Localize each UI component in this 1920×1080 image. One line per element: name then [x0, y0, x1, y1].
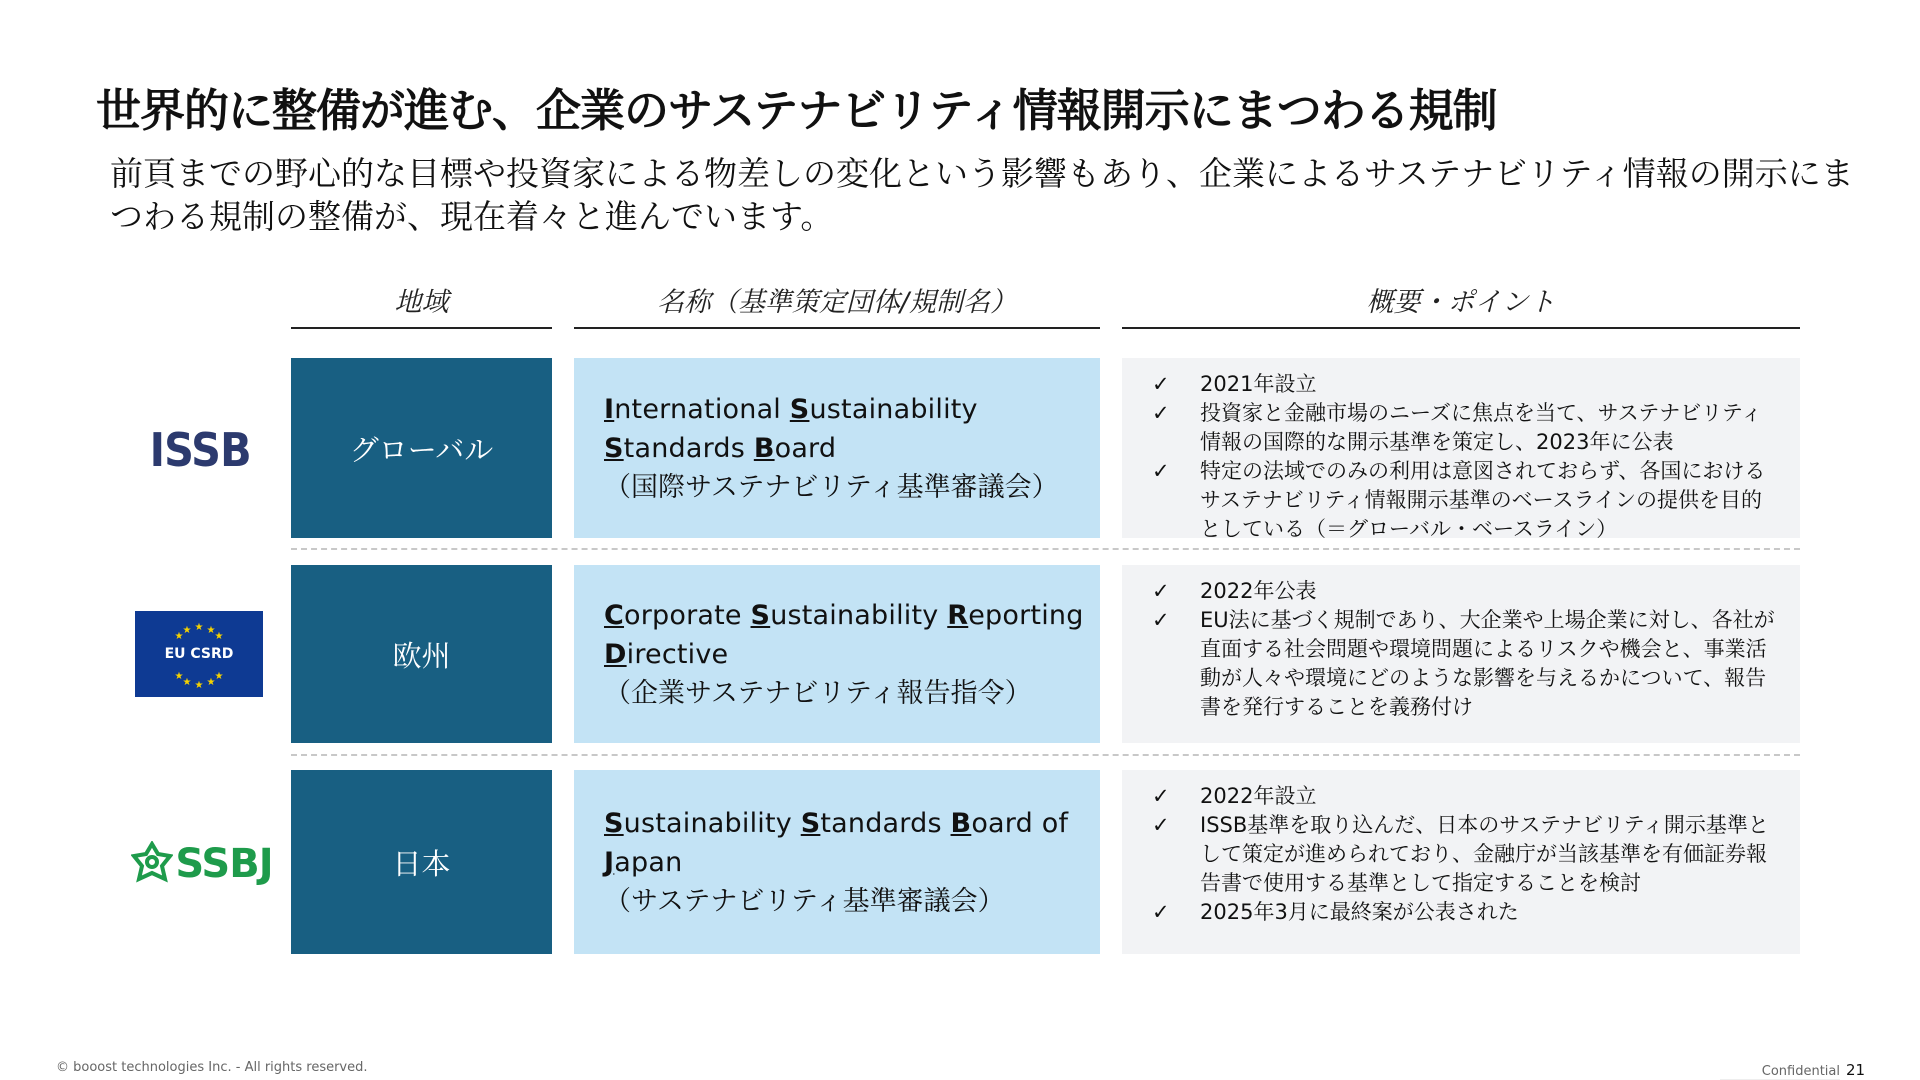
svg-text:★: ★ [206, 677, 216, 688]
name-word-rest: nternational [614, 393, 790, 425]
name-english-line [604, 390, 1100, 429]
name-word-rest: orporate [624, 599, 751, 631]
summary-point [1152, 782, 1780, 811]
name-initial: S [800, 807, 821, 839]
name-initial: S [604, 807, 624, 839]
column-header-region: 地域 [394, 287, 449, 318]
name-initial: I [604, 393, 615, 425]
ssbj-logo-text: SSBJ [175, 841, 273, 887]
name-english-line [604, 596, 1100, 635]
name-word-rest: eporting [968, 599, 1084, 631]
summary-point-text: 2021年設立 [1200, 372, 1317, 396]
summary-point-text: EU法に基づく規制であり、大企業や上場企業に対し、各社が直面する社会問題や環境問題によるリスクや機会と、事業活動が人々や環境にどのような影響を与えるかについて、報告書を発行することを義務付け [1200, 608, 1775, 719]
name-cell [574, 358, 1100, 538]
name-cell [574, 565, 1100, 743]
name-word-rest: oard of [971, 807, 1069, 839]
name-cell [574, 770, 1100, 954]
row-divider [291, 548, 1800, 550]
svg-text:★: ★ [174, 631, 184, 642]
name-japanese: （サステナビリティ基準審議会） [604, 885, 1005, 917]
name-initial: S [604, 432, 624, 464]
name-word-rest: tandards [623, 432, 754, 464]
name-english-line [604, 429, 1100, 468]
svg-text:★: ★ [182, 625, 192, 636]
column-header-region-rule [291, 327, 552, 329]
check-icon: ✓ [1152, 459, 1170, 483]
check-icon: ✓ [1152, 401, 1170, 425]
check-icon: ✓ [1152, 608, 1170, 632]
ssbj-logo [124, 836, 280, 892]
column-header-summary: 概要・ポイント [1366, 287, 1556, 318]
name-initial: J [604, 846, 615, 878]
summary-point-text: ISSB基準を取り込んだ、日本のサステナビリティ開示基準として策定が進められており、金融庁が当該基準を有価証券報告書で使用する基準として指定することを検討 [1200, 813, 1769, 895]
summary-point [1152, 606, 1780, 722]
summary-point [1152, 399, 1780, 457]
footer-confidential: Confidential [1720, 1064, 1840, 1080]
ssbj-emblem-icon [131, 841, 173, 887]
name-english-line [604, 843, 1100, 882]
name-english [604, 390, 1100, 468]
name-initial: D [604, 638, 627, 670]
svg-text:★: ★ [182, 677, 192, 688]
region-cell: 日本 [291, 770, 552, 954]
page-title: 世界的に整備が進む、企業のサステナビリティ情報開示にまつわる規制 [96, 84, 1497, 137]
page-number: 21 [1846, 1061, 1866, 1079]
summary-point [1152, 577, 1780, 606]
name-english-line [604, 635, 1100, 674]
summary-point [1152, 811, 1780, 898]
svg-text:★: ★ [206, 625, 216, 636]
row-divider [291, 754, 1800, 756]
name-english [604, 596, 1100, 674]
name-english [604, 804, 1100, 882]
summary-cell [1122, 358, 1800, 541]
summary-point [1152, 898, 1780, 927]
summary-point-text: 2025年3月に最終案が公表された [1200, 900, 1519, 924]
name-initial: S [750, 599, 771, 631]
check-icon: ✓ [1152, 784, 1170, 808]
name-initial: C [604, 599, 625, 631]
name-word-rest: ustainability [770, 599, 948, 631]
svg-text:★: ★ [194, 680, 204, 691]
name-word-rest: tandards [820, 807, 951, 839]
svg-text:★: ★ [214, 671, 224, 682]
footer-copyright: © booost technologies Inc. - All rights reserved. [56, 1060, 368, 1075]
name-word-rest: ustainability [809, 393, 978, 425]
name-word-rest: ustainability [623, 807, 801, 839]
name-word-rest: oard [774, 432, 837, 464]
page-subtitle: 前頁までの野心的な目標や投資家による物差しの変化という影響もあり、企業によるサステナビリティ情報の開示にまつわる規制の整備が、現在着々と進んでいます。 [110, 154, 1854, 236]
summary-point [1152, 370, 1780, 399]
column-header-summary-rule [1122, 327, 1800, 329]
region-cell: 欧州 [291, 565, 552, 743]
svg-text:★: ★ [194, 622, 204, 633]
check-icon: ✓ [1152, 813, 1170, 837]
svg-text:★: ★ [174, 671, 184, 682]
check-icon: ✓ [1152, 372, 1170, 396]
svg-text:★: ★ [214, 631, 224, 642]
summary-point-text: 2022年公表 [1200, 579, 1317, 603]
region-cell: グローバル [291, 358, 552, 538]
name-japanese: （国際サステナビリティ基準審議会） [604, 471, 1059, 503]
check-icon: ✓ [1152, 900, 1170, 924]
issb-logo-text: ISSB [149, 423, 251, 477]
issb-logo [130, 418, 270, 482]
name-word-rest: irective [626, 638, 729, 670]
name-initial: S [789, 393, 810, 425]
name-word-rest: apan [614, 846, 683, 878]
name-initial: B [950, 807, 972, 839]
name-english-line [604, 804, 1100, 843]
eu-csrd-logo-text: EU CSRD [164, 646, 234, 662]
column-header-name: 名称（基準策定団体/規制名） [656, 287, 1018, 318]
summary-point-text: 投資家と金融市場のニーズに焦点を当て、サステナビリティ情報の国際的な開示基準を策定し、2023年に公表 [1200, 401, 1763, 454]
name-initial: B [753, 432, 775, 464]
summary-point-text: 特定の法域でのみの利用は意図されておらず、各国におけるサステナビリティ情報開示基準のベースラインの提供を目的としている（＝グローバル・ベースライン） [1200, 459, 1766, 541]
summary-cell [1122, 565, 1800, 743]
name-initial: R [947, 599, 969, 631]
eu-flag-logo [135, 611, 263, 697]
column-header-name-rule [574, 327, 1100, 329]
check-icon: ✓ [1152, 579, 1170, 603]
summary-cell [1122, 770, 1800, 954]
summary-point [1152, 457, 1780, 544]
name-japanese: （企業サステナビリティ報告指令） [604, 677, 1032, 709]
summary-point-text: 2022年設立 [1200, 784, 1317, 808]
